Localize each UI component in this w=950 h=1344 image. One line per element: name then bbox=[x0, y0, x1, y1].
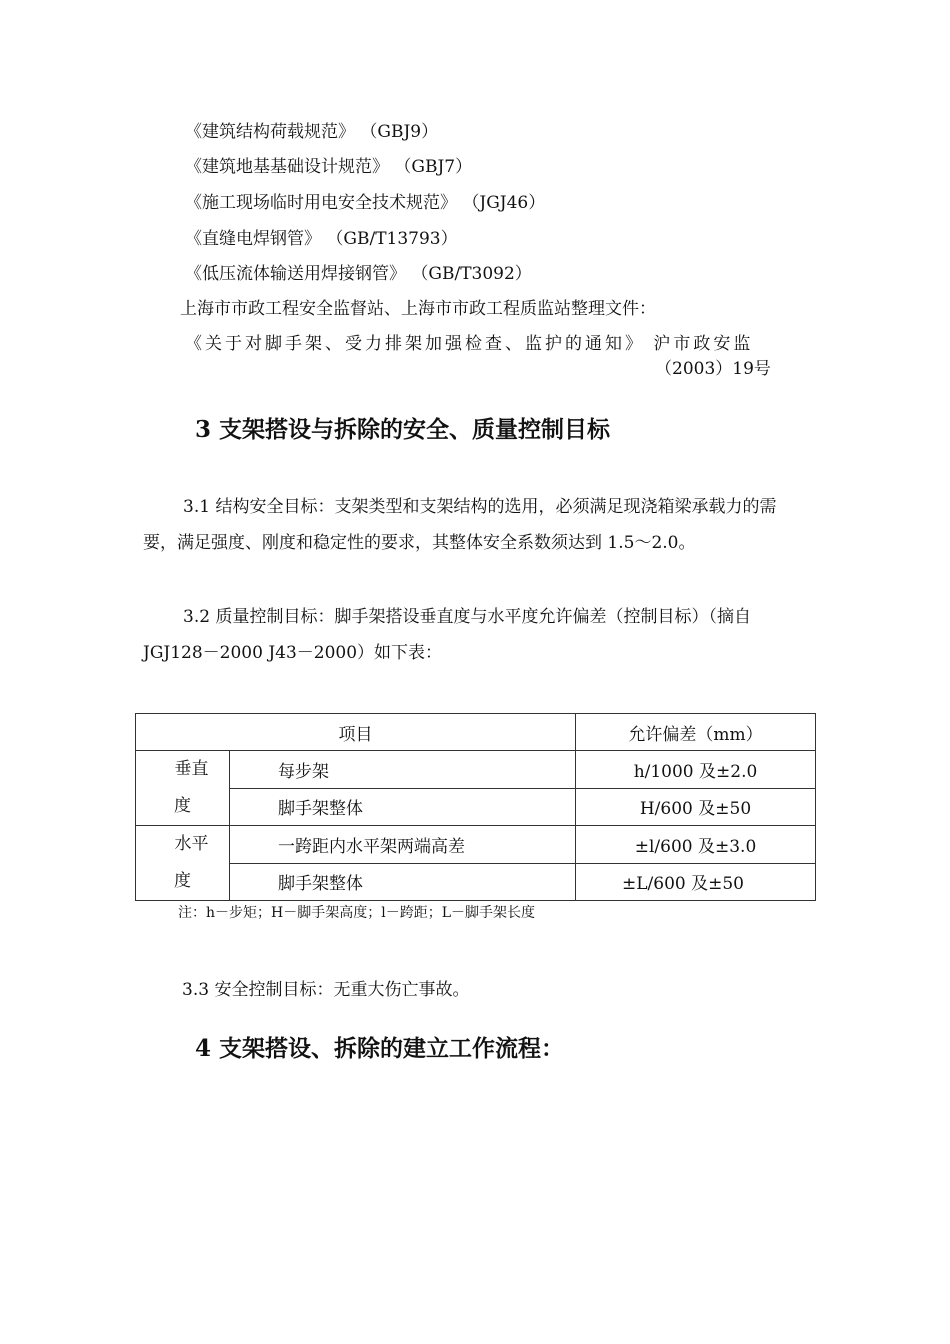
table-cell-item: 每步架 bbox=[230, 751, 576, 789]
paragraph-3-2: 3.2 质量控制目标：脚手架搭设垂直度与水平度允许偏差（控制目标）（摘自 JGJ128－2000 J43－2000）如下表： bbox=[143, 607, 751, 663]
table-cell-value: h/1000 及±2.0 bbox=[576, 751, 816, 789]
table-note: 注：h－步矩；H－脚手架高度；l－跨距；L－脚手架长度 bbox=[178, 905, 535, 921]
group-horizontal-line2: 度 bbox=[174, 871, 191, 891]
reference-line: 《建筑地基基础设计规范》 （GBJ7） bbox=[185, 157, 473, 177]
table-cell-item: 脚手架整体 bbox=[230, 863, 576, 901]
table-cell-value: ±l/600 及±3.0 bbox=[576, 826, 816, 864]
paragraph-3-3: 3.3 安全控制目标：无重大伤亡事故。 bbox=[182, 980, 470, 1000]
group-vertical bbox=[136, 751, 230, 826]
table-cell-item: 一跨距内水平架两端高差 bbox=[230, 826, 576, 864]
group-vertical-line1: 垂直 bbox=[174, 759, 209, 779]
reference-line: 《建筑结构荷载规范》 （GBJ9） bbox=[185, 122, 439, 142]
section3-heading: 3 支架搭设与拆除的安全、质量控制目标 bbox=[195, 416, 611, 443]
notice-title: 《关于对脚手架、受力排架加强检查、监护的通知》 沪市政安监 bbox=[185, 334, 754, 354]
reference-line: 《施工现场临时用电安全技术规范》 （JGJ46） bbox=[185, 193, 546, 213]
tolerance-table bbox=[135, 713, 816, 901]
group-vertical-line2: 度 bbox=[174, 796, 191, 816]
table-row bbox=[136, 751, 816, 789]
section4-heading: 4 支架搭设、拆除的建立工作流程： bbox=[195, 1035, 565, 1062]
notice-number: （2003）19号 bbox=[655, 359, 771, 379]
group-horizontal-line1: 水平 bbox=[174, 834, 209, 854]
table-row bbox=[136, 826, 816, 864]
shanghai-docs-intro: 上海市市政工程安全监督站、上海市市政工程质监站整理文件： bbox=[180, 299, 656, 319]
reference-line: 《直缝电焊钢管》 （GB/T13793） bbox=[185, 229, 458, 249]
table-header-row bbox=[136, 714, 816, 751]
table-row bbox=[136, 788, 816, 826]
reference-line: 《低压流体输送用焊接钢管》 （GB/T3092） bbox=[185, 264, 532, 284]
table-header-item: 项目 bbox=[136, 714, 576, 751]
table-cell-value: ±L/600 及±50 bbox=[576, 863, 816, 901]
group-horizontal bbox=[136, 826, 230, 901]
paragraph-3-1: 3.1 结构安全目标：支架类型和支架结构的选用，必须满足现浇箱梁承载力的需要，满足强度、刚度和稳定性的要求，其整体安全系数须达到 1.5～2.0。 bbox=[143, 497, 777, 553]
table-cell-value: H/600 及±50 bbox=[576, 788, 816, 826]
table-cell-item: 脚手架整体 bbox=[230, 788, 576, 826]
table-header-tolerance: 允许偏差（mm） bbox=[576, 714, 816, 751]
table-row bbox=[136, 863, 816, 901]
